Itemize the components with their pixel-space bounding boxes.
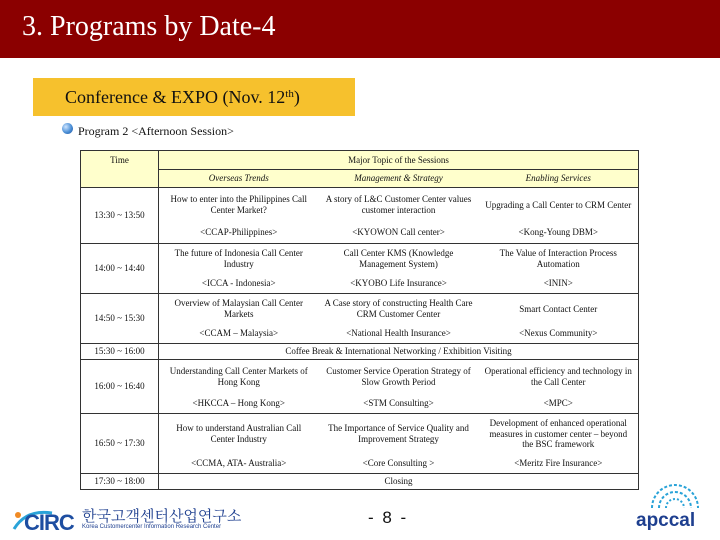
page-title: 3. Programs by Date-4 <box>22 11 276 42</box>
korean-org-name: 한국고객센터산업연구소 <box>82 507 242 525</box>
table-row <box>81 244 639 274</box>
org-cell: <MPC> <box>479 394 639 414</box>
org-cell: <HKCCA – Hong Kong> <box>159 394 319 414</box>
org-cell: <ININ> <box>479 274 639 294</box>
org-cell: <CCAM – Malaysia> <box>159 324 319 344</box>
time-cell: 14:00 ~ 14:40 <box>81 244 159 294</box>
break-cell: Coffee Break & International Networking / Exhibition Visiting <box>159 344 639 360</box>
table-row <box>81 274 639 294</box>
talk-cell: Smart Contact Center <box>479 294 639 324</box>
org-cell: <Kong-Young DBM> <box>479 222 639 244</box>
table-row <box>81 360 639 394</box>
talk-cell: The Importance of Service Quality and Improvement Strategy <box>328 423 469 444</box>
talk-cell: Upgrading a Call Center to CRM Center <box>479 188 639 222</box>
conference-label: Conference & EXPO (Nov. 12th) <box>65 87 300 107</box>
table-row <box>81 344 639 360</box>
org-cell: <Core Consulting > <box>319 454 479 474</box>
table-row <box>81 222 639 244</box>
table-row <box>81 414 639 454</box>
talk-cell: Understanding Call Center Markets of Hong Kong <box>169 366 308 387</box>
circ-logo-text: CIRC <box>24 510 74 535</box>
korean-org-subtitle: Korea Customercenter Information Research Center <box>82 524 222 530</box>
track-overseas: Overseas Trends <box>159 170 319 188</box>
table-row <box>81 188 639 222</box>
closing-cell: Closing <box>159 474 639 490</box>
org-cell: <KYOBO Life Insurance> <box>319 274 479 294</box>
talk-cell: Overview of Malaysian Call Center Markets <box>174 298 303 319</box>
title-bar <box>0 0 720 58</box>
apccal-logo-text: apccal <box>636 510 696 531</box>
talk-cell: Development of enhanced operational measures in customer center – beyond the BSC framework <box>479 414 639 454</box>
talk-cell: The Value of Interaction Process Automation <box>479 244 639 274</box>
table-row <box>81 324 639 344</box>
table-row <box>81 294 639 324</box>
page-number: - 8 - <box>368 508 409 527</box>
time-cell: 16:50 ~ 17:30 <box>81 414 159 474</box>
bullet-icon <box>62 123 73 134</box>
talk-cell: How to enter into the Philippines Call Center Market? <box>170 194 307 215</box>
talk-cell: Call Center KMS (Knowledge Management System) <box>343 248 454 269</box>
time-cell: 15:30 ~ 16:00 <box>81 344 159 360</box>
org-cell: <Meritz Fire Insurance> <box>479 454 639 474</box>
track-enabling: Enabling Services <box>479 170 639 188</box>
conference-banner <box>33 78 355 116</box>
table-row <box>81 394 639 414</box>
time-cell: 13:30 ~ 13:50 <box>81 188 159 244</box>
table-row <box>81 454 639 474</box>
talk-cell: The future of Indonesia Call Center Industry <box>174 248 303 269</box>
org-cell: <KYOWON Call center> <box>319 222 479 244</box>
time-cell: 14:50 ~ 15:30 <box>81 294 159 344</box>
time-header: Time <box>81 151 159 188</box>
talk-cell: Customer Service Operation Strategy of Slow Growth Period <box>326 366 471 387</box>
program-label: Program 2 <Afternoon Session> <box>78 124 234 138</box>
time-cell: 16:00 ~ 16:40 <box>81 360 159 414</box>
time-cell: 17:30 ~ 18:00 <box>81 474 159 490</box>
org-cell: <ICCA - Indonesia> <box>159 274 319 294</box>
topic-header: Major Topic of the Sessions <box>159 151 639 170</box>
org-cell: <Nexus Community> <box>479 324 639 344</box>
talk-cell: Operational efficiency and technology in the Call Center <box>479 360 639 394</box>
schedule-table <box>80 150 639 490</box>
talk-cell: A Case story of constructing Health Care CRM Customer Center <box>324 298 473 319</box>
org-cell: <CCMA, ATA- Australia> <box>159 454 319 474</box>
table-row <box>81 474 639 490</box>
track-management: Management & Strategy <box>319 170 479 188</box>
org-cell: <STM Consulting> <box>319 394 479 414</box>
org-cell: <CCAP-Philippines> <box>159 222 319 244</box>
org-cell: <National Health Insurance> <box>319 324 479 344</box>
talk-cell: A story of L&C Customer Center values customer interaction <box>325 194 472 215</box>
talk-cell: How to understand Australian Call Center Industry <box>176 423 302 444</box>
